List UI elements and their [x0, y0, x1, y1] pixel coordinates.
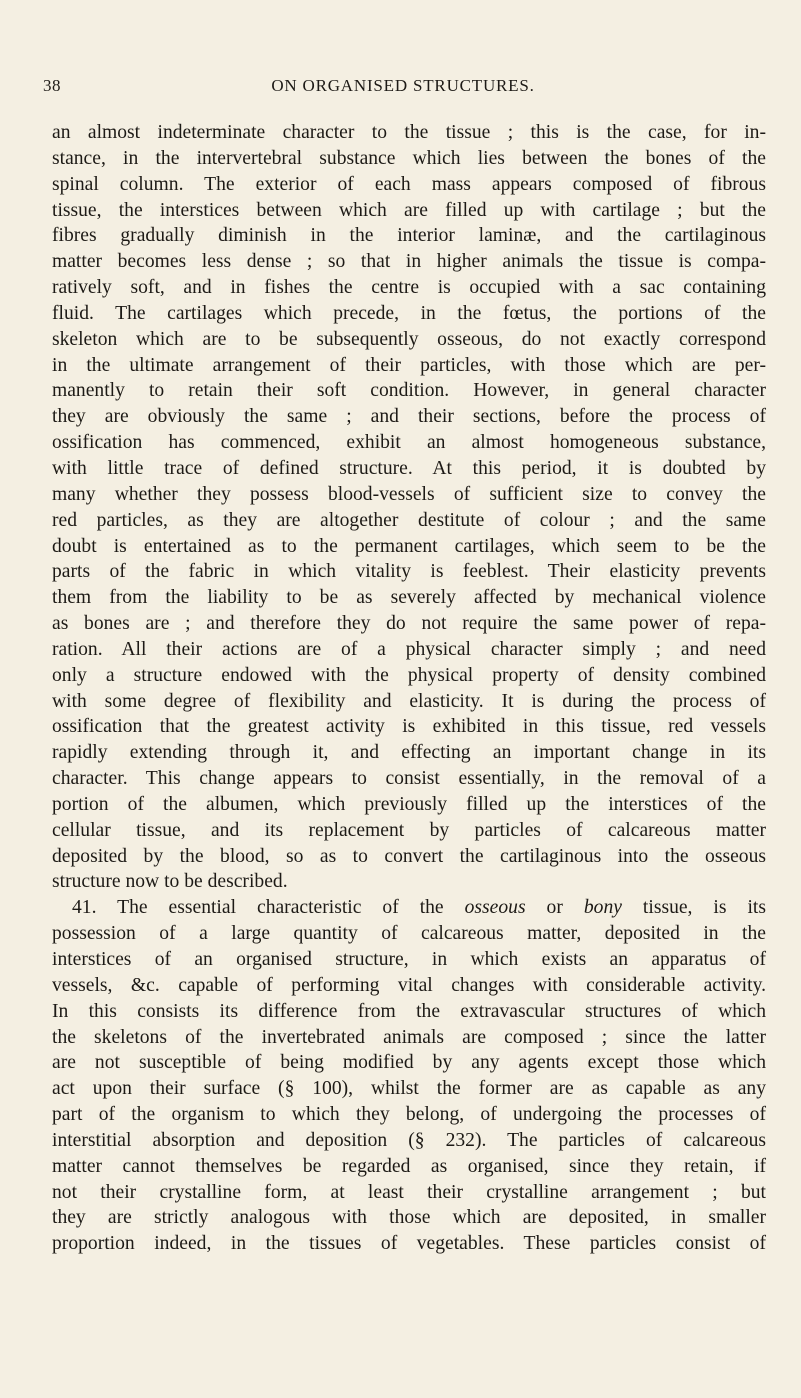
italic-term: bony: [583, 897, 622, 919]
text-line: [52, 585, 766, 611]
text-line: [52, 327, 766, 353]
text-segment: spinal column. The exterior of each mass appears composed of fibrous: [52, 173, 766, 195]
text-segment: many whether they possess blood-vessels of sufficient size to convey the: [52, 483, 766, 505]
text-segment: they are obviously the same ; and their sections, before the process of: [52, 406, 766, 428]
text-line: [52, 740, 766, 766]
text-line: [52, 1154, 766, 1180]
text-line: [52, 792, 766, 818]
text-line: [52, 663, 766, 689]
text-line: [52, 973, 766, 999]
text-segment: interstitial absorption and deposition (§ 232). The particles of calcareous: [52, 1129, 766, 1151]
text-line: [52, 120, 766, 146]
text-line: [52, 637, 766, 663]
text-segment: stance, in the intervertebral substance which lies between the bones of the: [52, 147, 766, 169]
text-line: [52, 1102, 766, 1128]
text-segment: ration. All their actions are of a physical character simply ; and need: [52, 638, 766, 660]
text-segment: manently to retain their soft condition. However, in general character: [52, 380, 766, 402]
text-segment: with some degree of flexibility and elasticity. It is during the process of: [52, 690, 766, 712]
text-segment: tissue, is its: [621, 897, 766, 919]
text-segment: not their crystalline form, at least their crystalline arrangement ; but: [52, 1181, 766, 1203]
text-segment: parts of the fabric in which vitality is feeblest. Their elasticity prevents: [52, 561, 766, 583]
text-segment: an almost indeterminate character to the tissue ; this is the case, for in-: [52, 122, 766, 143]
text-segment: ossification that the greatest activity is exhibited in this tissue, red vessels: [52, 716, 766, 738]
text-segment: rapidly extending through it, and effecting an important change in its: [52, 742, 766, 764]
text-segment: portion of the albumen, which previously filled up the interstices of the: [52, 793, 766, 815]
text-segment: tissue, the interstices between which are filled up with cartilage ; but the: [52, 199, 766, 221]
text-line: [52, 1205, 766, 1231]
text-segment: structure now to be described.: [52, 871, 288, 893]
text-line: [52, 223, 766, 249]
text-segment: vessels, &c. capable of performing vital changes with considerable activity.: [52, 974, 766, 996]
text-segment: only a structure endowed with the physical property of density combined: [52, 664, 766, 686]
text-segment: 41. The essential characteristic of the: [72, 897, 465, 919]
text-line: [52, 869, 766, 895]
text-segment: fluid. The cartilages which precede, in the fœtus, the portions of the: [52, 302, 766, 324]
text-line: [52, 895, 766, 921]
text-line: [52, 456, 766, 482]
text-segment: ossification has commenced, exhibit an almost homogeneous substance,: [52, 432, 766, 454]
text-segment: matter cannot themselves be regarded as organised, since they retain, if: [52, 1155, 766, 1177]
text-line: [52, 1076, 766, 1102]
text-segment: are not susceptible of being modified by any agents except those which: [52, 1052, 766, 1074]
text-line: [52, 766, 766, 792]
text-segment: doubt is entertained as to the permanent cartilages, which seem to be the: [52, 535, 766, 557]
text-line: [52, 844, 766, 870]
text-line: [52, 559, 766, 585]
text-segment: as bones are ; and therefore they do not require the same power of repa-: [52, 613, 766, 635]
text-segment: interstices of an organised structure, in which exists an apparatus of: [52, 949, 766, 970]
text-segment: deposited by the blood, so as to convert the cartilaginous into the osseous: [52, 845, 766, 867]
text-line: [52, 146, 766, 172]
running-head: ON ORGANISED STRUCTURES.: [271, 76, 535, 95]
page-number: 38: [43, 76, 61, 95]
text-segment: with little trace of defined structure. At this period, it is doubted by: [52, 457, 766, 479]
text-line: [52, 482, 766, 508]
text-line: [52, 275, 766, 301]
text-line: [52, 534, 766, 560]
text-line: [52, 378, 766, 404]
text-segment: or: [525, 897, 584, 919]
text-segment: act upon their surface (§ 100), whilst the former are as capable as any: [52, 1078, 766, 1100]
text-line: [52, 1180, 766, 1206]
text-line: [52, 921, 766, 947]
text-segment: ratively soft, and in fishes the centre is occupied with a sac containing: [52, 277, 766, 299]
text-line: [52, 172, 766, 198]
text-line: [52, 689, 766, 715]
text-segment: In this consists its difference from the extravascular structures of which: [52, 1000, 766, 1022]
text-segment: in the ultimate arrangement of their particles, with those which are per-: [52, 354, 766, 376]
text-line: [52, 1025, 766, 1051]
text-line: [52, 430, 766, 456]
text-line: [52, 508, 766, 534]
text-line: [52, 249, 766, 275]
text-line: [52, 818, 766, 844]
text-line: [52, 198, 766, 224]
text-line: [52, 404, 766, 430]
text-segment: part of the organism to which they belong, of undergoing the processes of: [52, 1104, 766, 1126]
text-line: [52, 999, 766, 1025]
page-header: [43, 76, 763, 104]
italic-term: osseous: [464, 897, 526, 919]
text-segment: they are strictly analogous with those which are deposited, in smaller: [52, 1207, 766, 1229]
text-segment: the skeletons of the invertebrated animals are composed ; since the latter: [52, 1026, 766, 1048]
text-segment: fibres gradually diminish in the interior laminæ, and the cartilaginous: [52, 225, 766, 247]
text-segment: possession of a large quantity of calcareous matter, deposited in the: [52, 923, 766, 945]
text-segment: cellular tissue, and its replacement by particles of calcareous matter: [52, 819, 766, 841]
body-text: [52, 120, 766, 1257]
text-line: [52, 1231, 766, 1257]
text-segment: red particles, as they are altogether destitute of colour ; and the same: [52, 509, 766, 531]
text-line: [52, 353, 766, 379]
text-line: [52, 1050, 766, 1076]
text-line: [52, 301, 766, 327]
text-segment: character. This change appears to consist essentially, in the removal of a: [52, 768, 766, 790]
text-line: [52, 714, 766, 740]
text-segment: proportion indeed, in the tissues of vegetables. These particles consist of: [52, 1233, 766, 1255]
text-segment: skeleton which are to be subsequently osseous, do not exactly correspond: [52, 328, 766, 350]
text-line: [52, 1128, 766, 1154]
text-segment: matter becomes less dense ; so that in higher animals the tissue is compa-: [52, 251, 766, 273]
text-line: [52, 611, 766, 637]
text-line: [52, 947, 766, 973]
text-segment: them from the liability to be as severely affected by mechanical violence: [52, 587, 766, 609]
